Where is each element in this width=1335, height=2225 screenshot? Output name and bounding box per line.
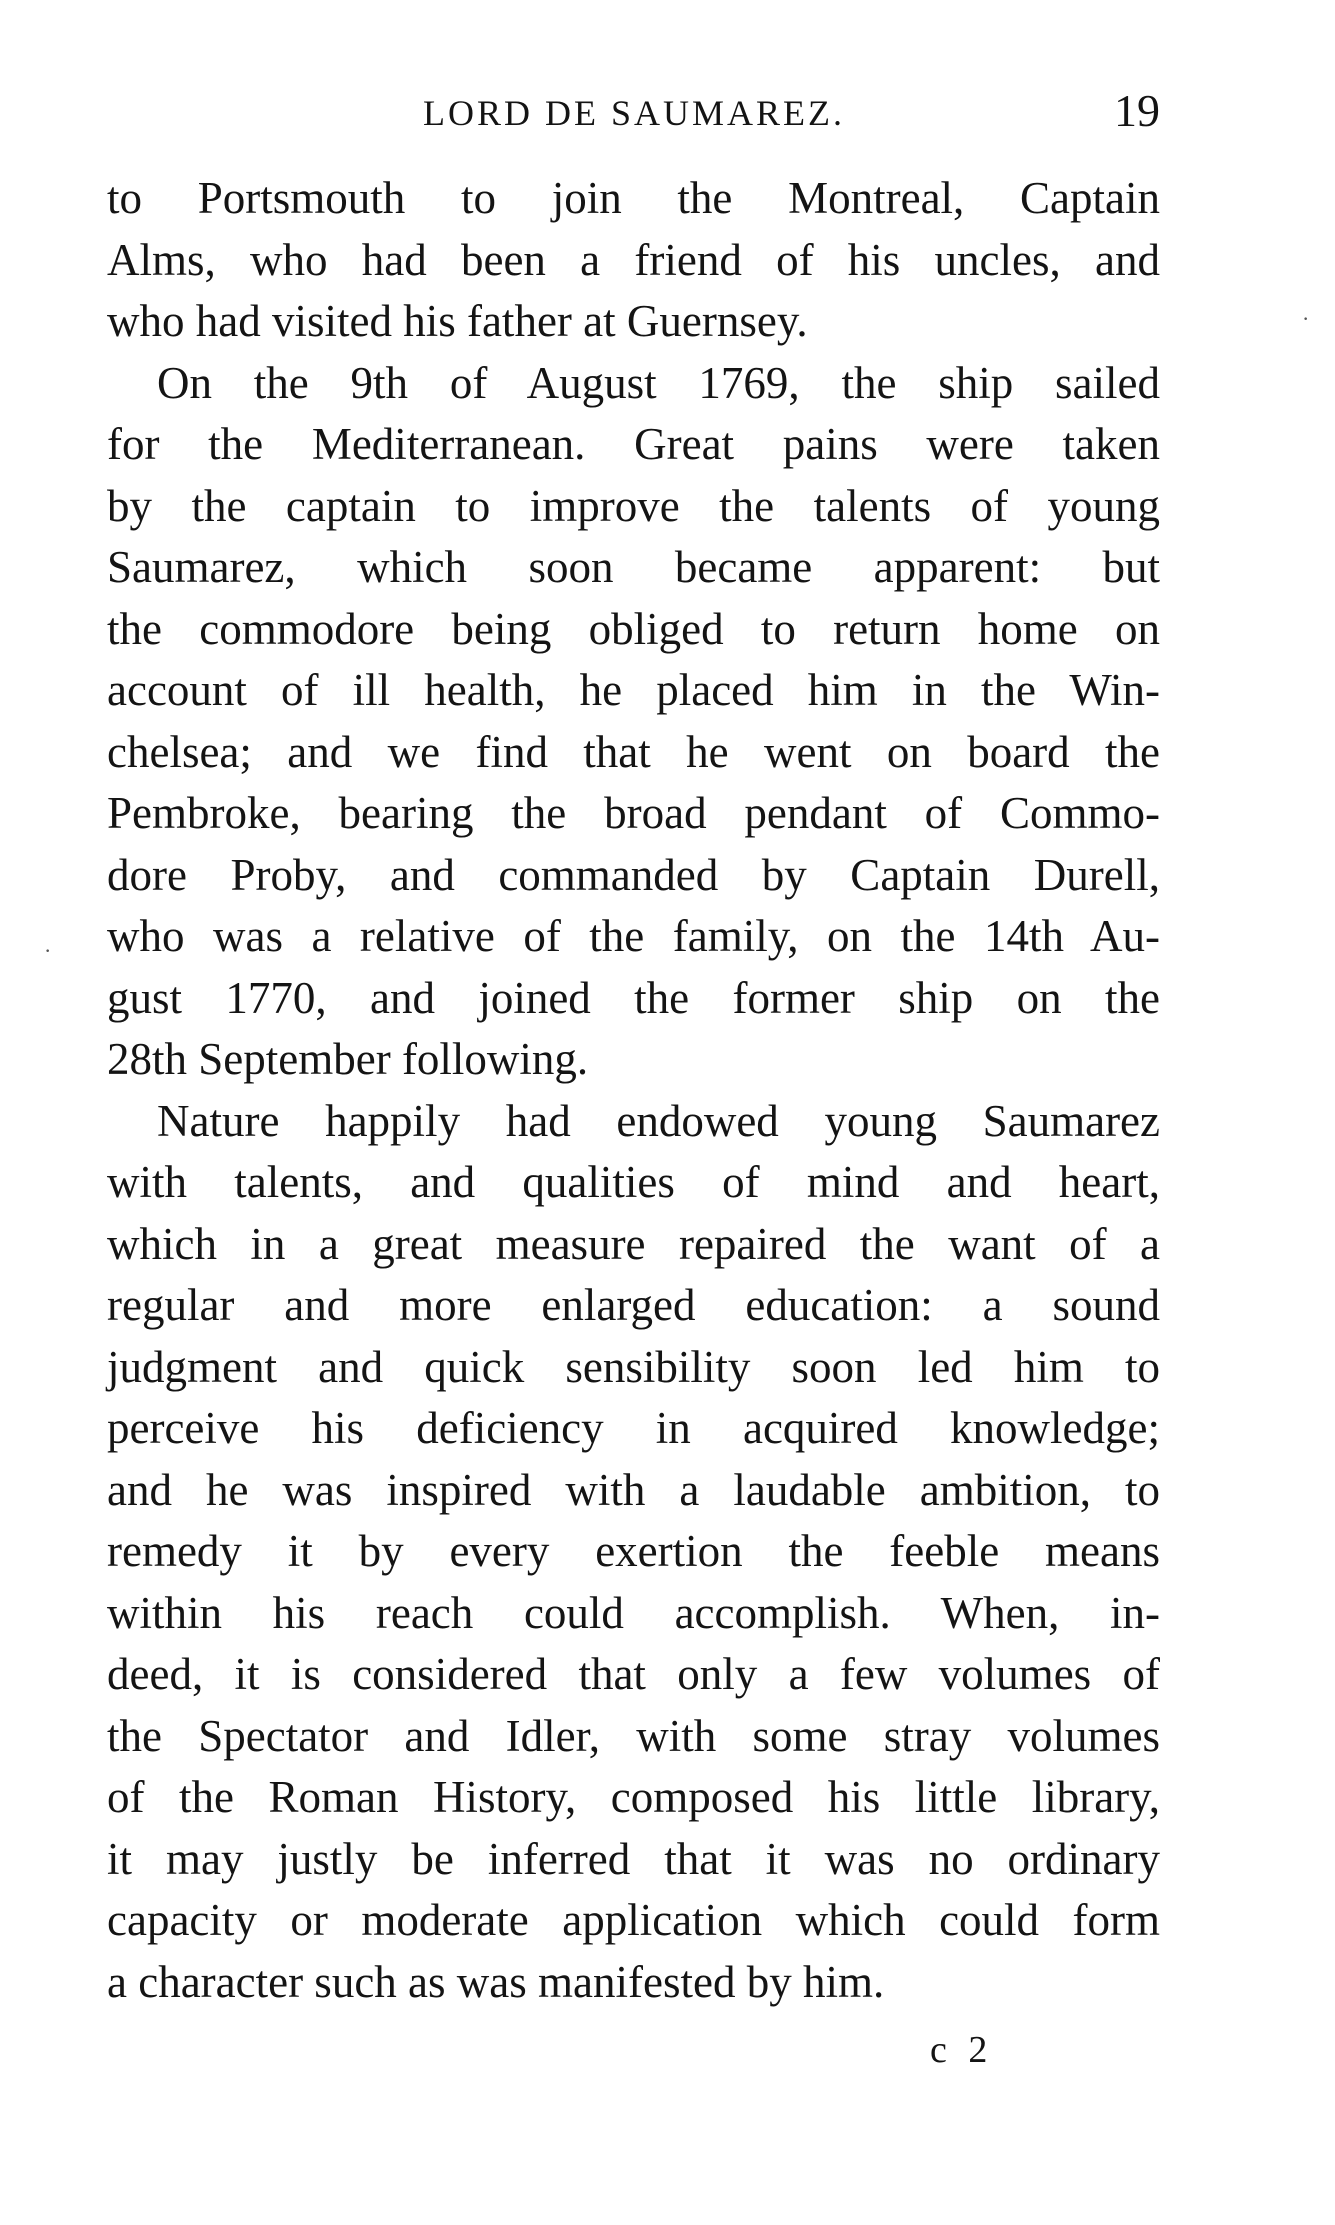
text-line: it may justly be inferred that it was no ordinary	[107, 1833, 1160, 1884]
text-line: of the Roman History, composed his little library,	[107, 1772, 1160, 1822]
text-line: who had visited his father at Guernsey.	[107, 296, 808, 346]
signature-mark: c 2	[930, 2029, 994, 2071]
text-line: 28th September following.	[107, 1034, 589, 1084]
text-line: which in a great measure repaired the want of a	[107, 1218, 1160, 1269]
ink-speck: ·	[44, 938, 52, 963]
text-line: judgment and quick sensibility soon led him to	[107, 1341, 1160, 1392]
text-line: by the captain to improve the talents of young	[107, 480, 1160, 531]
text-line: with talents, and qualities of mind and heart,	[107, 1157, 1160, 1207]
page-header	[108, 84, 1160, 144]
text-line: capacity or moderate application which could form	[107, 1895, 1160, 1945]
text-line: On the 9th of August 1769, the ship sailed	[157, 357, 1160, 408]
text-line: dore Proby, and commanded by Captain Durell,	[107, 849, 1160, 900]
ink-speck: ·	[1302, 306, 1310, 331]
text-line: a character such as was manifested by him.	[107, 1956, 885, 2007]
text-line: the commodore being obliged to return home on	[107, 603, 1160, 654]
page-number: 19	[1114, 85, 1160, 136]
text-line: the Spectator and Idler, with some stray volumes	[107, 1710, 1160, 1761]
text-line: Alms, who had been a friend of his uncles, and	[107, 234, 1160, 285]
text-line: Pembroke, bearing the broad pendant of Commo-	[107, 788, 1160, 838]
text-line: Nature happily had endowed young Saumarez	[157, 1095, 1160, 1146]
text-line: perceive his deficiency in acquired knowledge;	[107, 1403, 1160, 1453]
running-title: LORD DE SAUMAREZ.	[422, 93, 845, 133]
text-line: remedy it by every exertion the feeble means	[107, 1526, 1160, 1576]
text-line: account of ill health, he placed him in the Win-	[107, 665, 1160, 715]
text-line: deed, it is considered that only a few volumes of	[107, 1649, 1160, 1699]
text-line: for the Mediterranean. Great pains were taken	[107, 419, 1160, 469]
text-line: regular and more enlarged education: a sound	[107, 1280, 1160, 1330]
text-line: who was a relative of the family, on the 14th Au-	[107, 911, 1160, 961]
text-line: and he was inspired with a laudable ambition, to	[107, 1464, 1160, 1515]
text-line: Saumarez, which soon became apparent: but	[107, 542, 1160, 592]
text-line: within his reach could accomplish. When, in-	[107, 1587, 1160, 1638]
body-text	[107, 168, 1160, 2013]
text-line: gust 1770, and joined the former ship on the	[107, 972, 1160, 1023]
text-line: to Portsmouth to join the Montreal, Captain	[107, 173, 1160, 223]
text-line: chelsea; and we find that he went on board the	[107, 726, 1160, 777]
